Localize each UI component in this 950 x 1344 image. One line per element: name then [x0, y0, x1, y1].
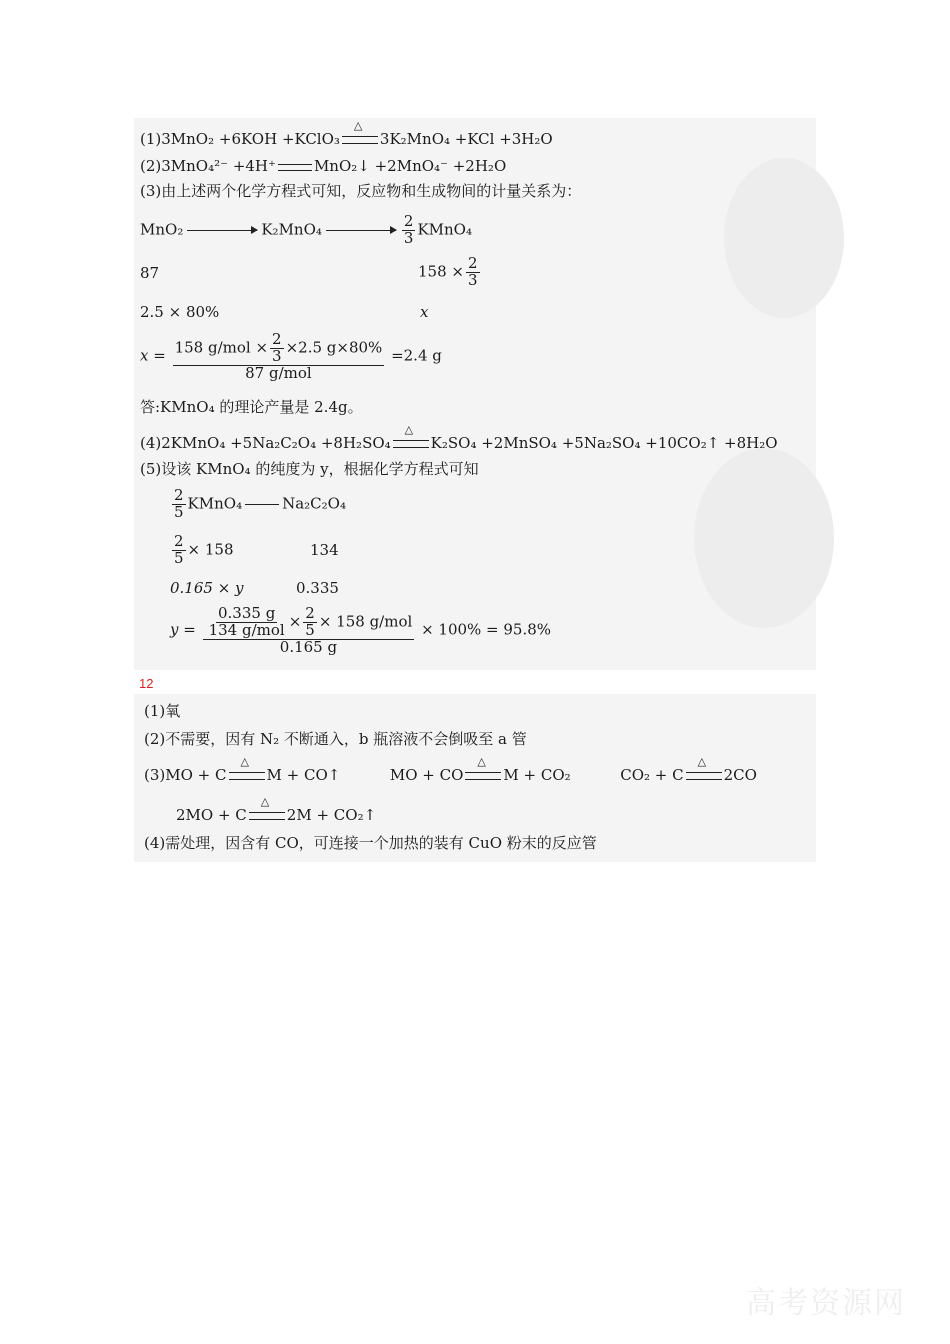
- answer-3: 答:KMnO₄ 的理论产量是 2.4g。: [140, 398, 363, 416]
- question-number: 12: [139, 676, 154, 691]
- relation-line: MnO₂ K₂MnO₄ $\frac{2}{3}$ KMnO₄: [140, 212, 472, 247]
- answer-q4: (4)需处理，因含有 CO，可连接一个加热的装有 CuO 粉末的反应管: [144, 834, 597, 852]
- answer-q3-eq: (3)MO + C△ M + CO↑ MO + CO△ M + CO₂ CO₂ + C△ 2CO: [144, 768, 757, 783]
- watermark: 高考资源网: [746, 1287, 906, 1320]
- answer-scan-image: [134, 118, 816, 670]
- scan-blot: [694, 448, 834, 628]
- eq-2: (2)3MnO₄²⁻ +4H⁺ MnO₂↓ +2MnO₄⁻ +2H₂O: [140, 157, 507, 175]
- answer-q3-total: 2MO + C△ 2M + CO₂↑: [176, 808, 376, 823]
- ratio-amount-0335: 0.335: [296, 579, 339, 597]
- step-5-text: (5)设该 KMnO₄ 的纯度为 y，根据化学方程式可知: [140, 460, 479, 478]
- ratio-mass-134: 134: [310, 541, 339, 559]
- answer-scan-image-2: [134, 694, 816, 862]
- step-3-text: (3)由上述两个化学方程式可知，反应物和生成物间的计量关系为：: [140, 182, 582, 200]
- mass-line: 2.5 × 80%: [140, 303, 220, 321]
- y-calculation: y = $\frac{0.335 g}{\text{134 g/mol}}$ × $\frac{2}{5}$ × 158 g/mol 0.165 g × 100% = 95.8%: [170, 604, 552, 656]
- eq-1: (1)3MnO₂ +6KOH +KClO₃△ 3K₂MnO₄ +KCl +3H₂O: [140, 132, 553, 147]
- eq-4: (4)2KMnO₄ +5Na₂C₂O₄ +8H₂SO₄△ K₂SO₄ +2MnSO₄ +5Na₂SO₄ +10CO₂↑ +8H₂O: [140, 436, 778, 451]
- ratio-amount-line: 0.165 × y: [170, 579, 244, 597]
- molar-mass-mno2: 87: [140, 264, 160, 282]
- x-calculation: x = 158 g/mol × $\frac{2}{3}$ ×2.5 g×80% 87 g/mol =2.4 g: [140, 330, 442, 382]
- unknown-x: x: [420, 303, 429, 321]
- answer-q1: (1)氧: [144, 702, 181, 720]
- scan-blot: [724, 158, 844, 318]
- answer-q2: (2)不需要，因有 N₂ 不断通入，b 瓶溶液不会倒吸至 a 管: [144, 730, 527, 748]
- ratio-line: $\frac{2}{5}$ KMnO₄ Na₂C₂O₄: [174, 486, 346, 521]
- ratio-mass-line: $\frac{2}{5}$ × 158: [174, 532, 234, 567]
- molar-mass-kmno4: 158 × $\frac{2}{3}$: [418, 254, 478, 289]
